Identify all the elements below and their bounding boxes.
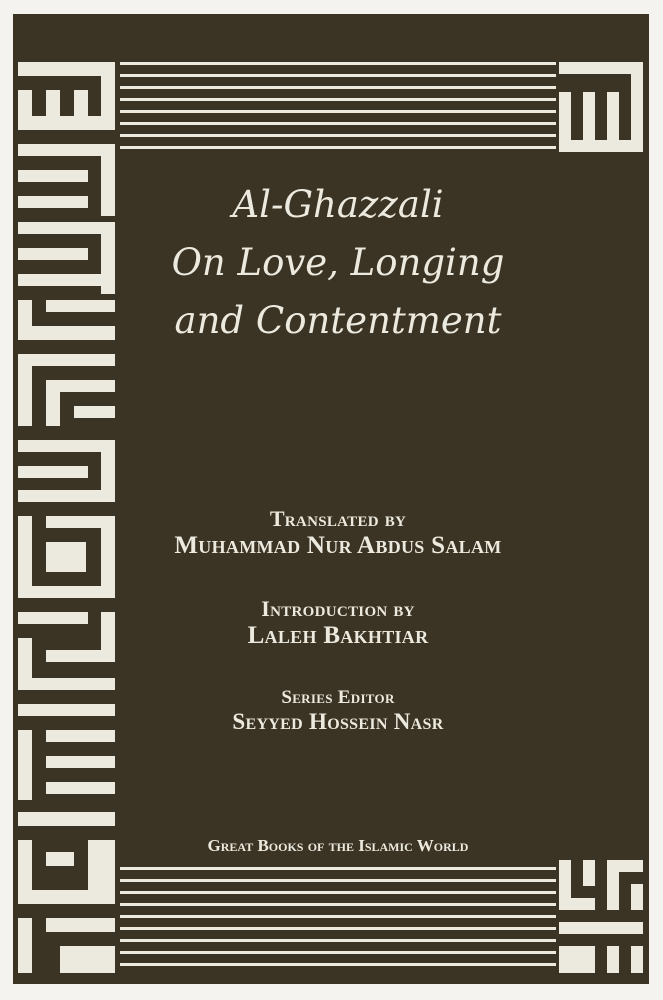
kufic-border-top-right (559, 62, 643, 152)
stripes-bottom (120, 867, 556, 972)
introduction-author-name: Laleh Bakhtiar (247, 622, 429, 649)
translator-name: Muhammad Nur Abdus Salam (174, 532, 502, 559)
title-line-3: and Contentment (174, 299, 502, 342)
series-name: Great Books of the Islamic World (207, 836, 469, 855)
translator-credit (120, 506, 556, 560)
translated-by-label: Translated by (269, 506, 407, 531)
kufic-border-bottom-right (559, 860, 643, 973)
title-line-2: On Love, Longing (171, 241, 505, 284)
introduction-by-label: Introduction by (261, 596, 415, 621)
series-editor-credit (120, 687, 556, 735)
series-editor-label: Series Editor (281, 687, 395, 708)
introduction-credit (120, 596, 556, 650)
book-title (120, 176, 556, 350)
series-editor-name: Seyyed Hossein Nasr (232, 709, 444, 734)
book-cover (13, 14, 649, 984)
title-line-1: Al-Ghazzali (232, 183, 444, 226)
stripes-top (120, 62, 556, 157)
kufic-border-left (18, 62, 115, 973)
